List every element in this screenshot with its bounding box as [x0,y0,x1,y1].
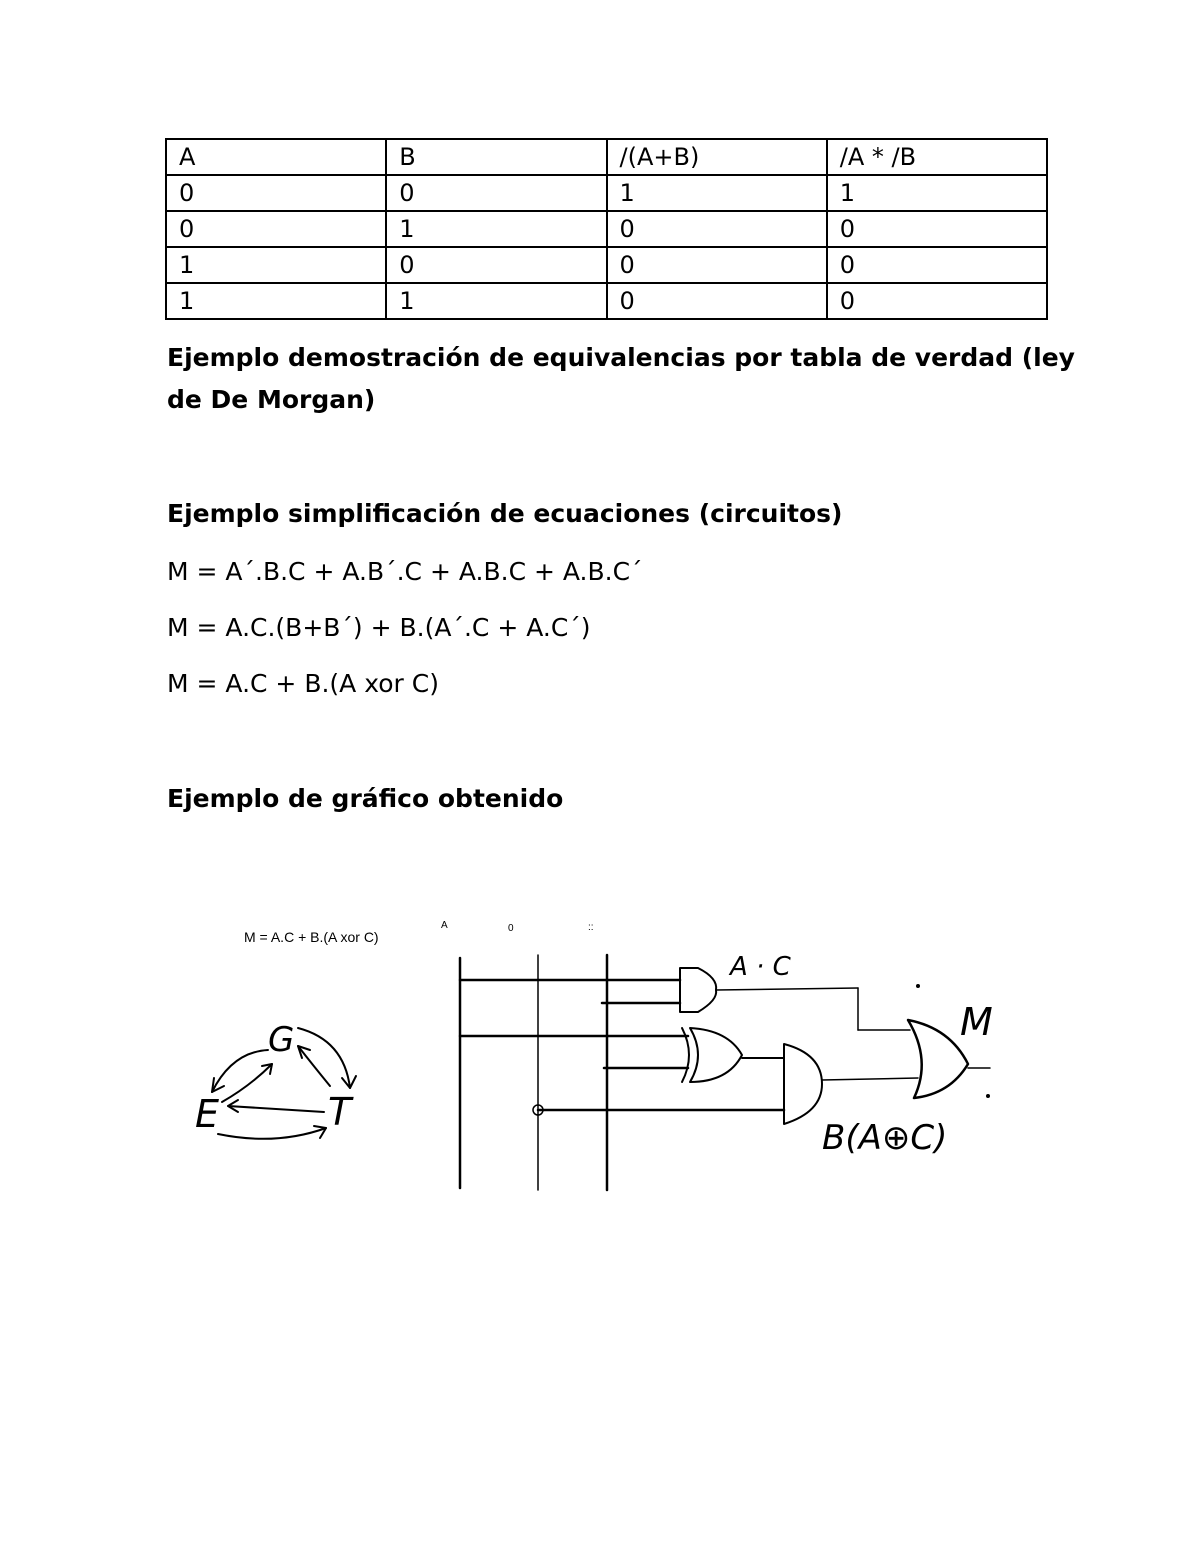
table-cell: 1 [166,283,386,319]
sketch-letter-g: G [268,1020,295,1060]
table-cell: 1 [607,175,827,211]
sketch-letter-e: E [195,1092,220,1136]
gate-label-ac: A · C [730,952,791,982]
arrow-t-to-g [298,1046,330,1086]
sketch-letter-t: T [328,1090,352,1134]
figure-caption: M = A.C + B.(A xor C) [244,929,379,945]
table-cell: 1 [386,211,606,247]
gate-label-b-xor: B(A⊕C) [822,1118,948,1158]
table-cell: 0 [827,211,1047,247]
section1-heading-line1: Ejemplo demostración de equivalencias por tabla de verdad (ley [167,343,1075,372]
xor-gate [690,1028,742,1082]
or-gate-output [908,1020,968,1098]
equation-3: M = A.C + B.(A xor C) [167,669,439,698]
input-label-c: :: [588,922,594,933]
section2-heading: Ejemplo simplificación de ecuaciones (circuitos) [167,499,843,528]
arrow-e-to-t [218,1128,326,1139]
gate-label-m: M [960,1000,993,1044]
wire-and2-out [822,1078,918,1080]
table-cell: 1 [166,247,386,283]
input-label-b: 0 [508,923,514,934]
and-gate-2 [784,1044,822,1124]
and-gate-top [680,968,716,1012]
equation-2: M = A.C.(B+B´) + B.(A´.C + A.C´) [167,613,591,642]
section1-heading-line2: de De Morgan) [167,385,376,414]
table-cell: 0 [166,211,386,247]
table-cell: 1 [827,175,1047,211]
table-cell: 0 [386,247,606,283]
header-cell: B [386,139,606,175]
arrow-e-to-g [222,1064,272,1102]
section3-heading: Ejemplo de gráfico obtenido [167,784,564,813]
table-cell: 0 [607,211,827,247]
equation-1: M = A´.B.C + A.B´.C + A.B.C + A.B.C´ [167,557,643,586]
arrow-g-to-e [212,1050,268,1092]
table-cell: 0 [166,175,386,211]
table-cell: 0 [607,283,827,319]
header-cell: /(A+B) [607,139,827,175]
input-label-a: A [441,920,448,931]
table-cell: 0 [607,247,827,283]
wire-and-out [716,988,858,990]
table-cell: 0 [827,247,1047,283]
arrow-t-to-e [228,1106,324,1112]
table-cell: 0 [827,283,1047,319]
table-cell: 0 [386,175,606,211]
header-cell: /A * /B [827,139,1047,175]
table-cell: 1 [386,283,606,319]
header-cell: A [166,139,386,175]
